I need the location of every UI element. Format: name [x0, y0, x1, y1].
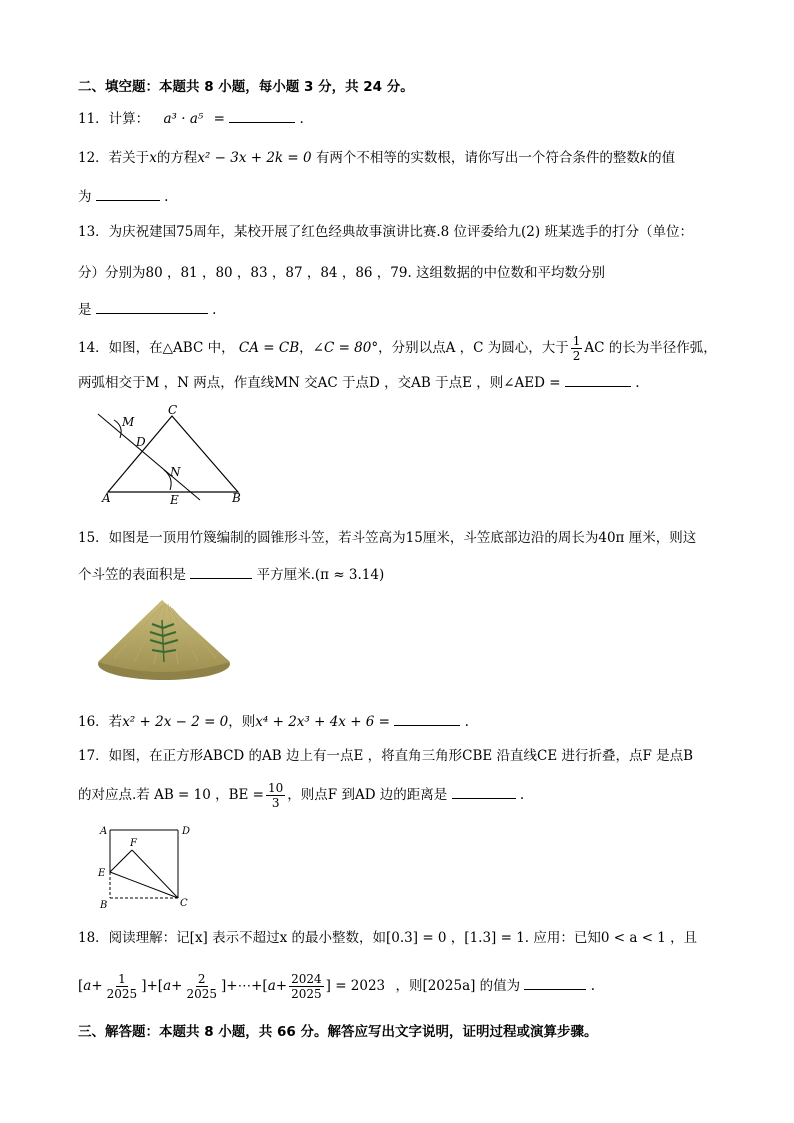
- question-12: 12．若关于x的方程x² − 3x + 2k = 0 有两个不相等的实数根，请你写出一个符合条件的整数k的值: [78, 150, 676, 166]
- section-title-fill-blank: 二、填空题：本题共 8 小题，每小题 3 分，共 24 分。: [78, 79, 414, 95]
- answer-blank[interactable]: [524, 975, 586, 990]
- question-16: 16．若x² + 2x − 2 = 0，则x⁴ + 2x³ + 4x + 6 = .: [78, 711, 469, 732]
- label-C: C: [180, 898, 188, 909]
- question-18: 18．阅读理解：记[x] 表示不超过x 的最小整数，如[0.3] = 0 ，[1.3] = 1. 应用：已知0 < a < 1 ，且: [78, 930, 698, 946]
- floor-term-2024: [a+ $\frac{2024}{2025}$ ]: [262, 972, 331, 1001]
- triangle-figure-q14: [90, 400, 250, 510]
- question-12-line2: 为 .: [78, 186, 168, 207]
- question-18-line2: [a+ $\frac{1}{2025}$ ]+[a+ $\frac{2}{2025}$ ]+⋯+[a+ $\frac{2024}{2025}$ ] = 2023 ，则[2025a] 的值为 .: [78, 972, 596, 1001]
- fraction-one-half: $\frac{1}{2}$: [572, 334, 581, 363]
- answer-blank[interactable]: [96, 186, 160, 201]
- label-B: B: [100, 900, 108, 911]
- question-17-line2: 的对应点.若 AB = 10 ，BE = $\frac{10}{3}$ ，则点F 到AD 边的距离是 .: [78, 781, 525, 810]
- question-11: 11．计算： a³ · a⁵ = .: [78, 108, 304, 129]
- question-14-line2: 两弧相交于M ，N 两点，作直线MN 交AC 于点D ，交AB 于点E ，则∠AED = .: [78, 372, 639, 393]
- question-14: 14．如图，在△ABC 中， CA = CB，∠C = 80°，分别以点A ，C 为圆心，大于 $\frac{1}{2}$ AC 的长为半径作弧，: [78, 334, 717, 363]
- question-13-line3: 是 .: [78, 299, 216, 320]
- label-E: E: [98, 868, 106, 879]
- question-15: 15．如图是一顶用竹篾编制的圆锥形斗笠，若斗笠高为15厘米，斗笠底部边沿的周长为40π 厘米，则这: [78, 530, 697, 546]
- question-17: 17．如图，在正方形ABCD 的AB 边上有一点E ，将直角三角形CBE 沿直线CE 进行折叠，点F 是点B: [78, 748, 694, 764]
- label-F: F: [130, 838, 137, 849]
- label-D: D: [136, 435, 146, 449]
- answer-blank[interactable]: [229, 108, 295, 123]
- question-15-line2: 个斗笠的表面积是 平方厘米.(π ≈ 3.14): [78, 564, 384, 585]
- label-N: N: [170, 465, 181, 479]
- answer-blank[interactable]: [452, 784, 516, 799]
- fraction-ten-thirds: $\frac{10}{3}$: [268, 781, 284, 810]
- answer-blank[interactable]: [565, 372, 631, 387]
- answer-blank[interactable]: [190, 564, 252, 579]
- floor-term-1: [a+ $\frac{1}{2025}$ ]: [78, 972, 147, 1001]
- answer-blank[interactable]: [96, 299, 208, 314]
- label-B: B: [232, 491, 241, 505]
- label-M: M: [122, 415, 135, 429]
- label-E: E: [170, 493, 179, 507]
- floor-term-2: [a+ $\frac{2}{2025}$ ]: [157, 972, 227, 1001]
- label-A: A: [100, 826, 108, 837]
- square-figure-q17: [92, 822, 202, 912]
- section-title-solutions: 三、解答题：本题共 8 小题，共 66 分。解答应写出文字说明，证明过程或演算步骤。: [78, 1024, 598, 1040]
- question-13: 13．为庆祝建国75周年，某校开展了红色经典故事演讲比赛.8 位评委给九(2) 班某选手的打分（单位：: [78, 224, 693, 240]
- answer-blank[interactable]: [394, 711, 460, 726]
- question-13-line2: 分）分别为80 ，81 ，80 ，83 ，87 ，84 ，86 ，79. 这组数据的中位数和平均数分别: [78, 265, 606, 281]
- label-C: C: [168, 403, 178, 417]
- label-A: A: [102, 491, 111, 505]
- label-D: D: [182, 826, 191, 837]
- bamboo-hat-image: [94, 598, 234, 688]
